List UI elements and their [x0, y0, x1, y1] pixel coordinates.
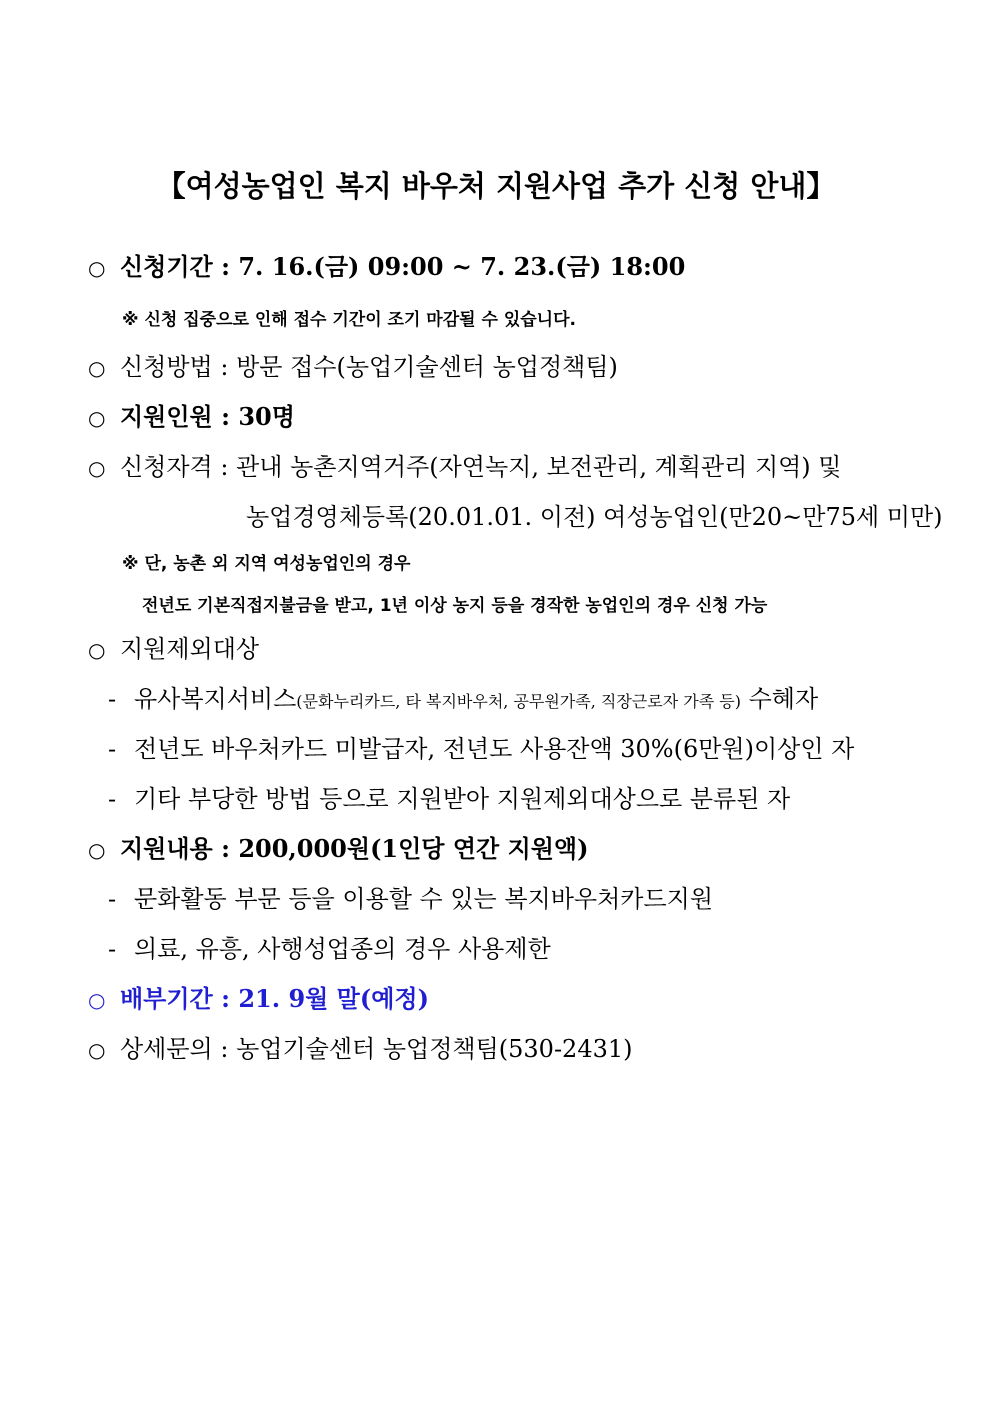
quota-label: 지원인원	[120, 402, 213, 431]
item-exclusion	[88, 634, 259, 665]
item-eligibility: ○ 신청자격 : 관내 농촌지역거주(자연녹지, 보전관리, 계획관리 지역) 및	[88, 453, 842, 481]
content-detail-2: - 의료, 유흥, 사행성업종의 경우 사용제한	[108, 935, 551, 963]
exclusion-detail-1: - 유사복지서비스(문화누리카드, 타 복지바우처, 공무원가족, 직장근로자 가족 등) 수혜자	[108, 685, 819, 713]
exclusion-detail-2: - 전년도 바우처카드 미발급자, 전년도 사용잔액 30%(6만원)이상인 자	[108, 735, 855, 763]
period-value: 7. 16.(금) 09:00 ~ 7. 23.(금) 18:00	[238, 252, 686, 281]
period-note: ※ 신청 집중으로 인해 접수 기간이 조기 마감될 수 있습니다.	[122, 310, 576, 330]
bullet-icon: ○	[88, 456, 106, 480]
quota-value: 30명	[238, 402, 295, 431]
bullet-icon: ○	[88, 638, 106, 662]
distribution-value: 21. 9월 말(예정)	[238, 984, 429, 1013]
method-label: 신청방법	[120, 353, 213, 381]
note-mark-icon: ※	[122, 554, 139, 574]
document-title: 【여성농업인 복지 바우처 지원사업 추가 신청 안내】	[156, 169, 836, 203]
bullet-icon: ○	[88, 406, 106, 430]
eligibility-value-line1: 관내 농촌지역거주(자연녹지, 보전관리, 계획관리 지역) 및	[236, 453, 842, 481]
bullet-icon: ○	[88, 356, 106, 380]
exclusion-label: 지원제외대상	[120, 635, 260, 663]
inquiry-value: 농업기술센터 농업정책팀(530-2431)	[236, 1035, 633, 1063]
item-inquiry: ○ 상세문의 : 농업기술센터 농업정책팀(530-2431)	[88, 1035, 633, 1063]
eligibility-value-line2: 농업경영체등록(20.01.01. 이전) 여성농업인(만20~만75세 미만)	[246, 503, 943, 531]
content-detail-1: - 문화활동 부문 등을 이용할 수 있는 복지바우처카드지원	[108, 885, 714, 913]
item-method: ○ 신청방법 : 방문 접수(농업기술센터 농업정책팀)	[88, 353, 618, 381]
eligibility-label: 신청자격	[120, 453, 213, 481]
bullet-icon: ○	[88, 1038, 106, 1062]
distribution-label: 배부기간	[120, 984, 213, 1013]
exclusion-detail-3: - 기타 부당한 방법 등으로 지원받아 지원제외대상으로 분류된 자	[108, 785, 791, 813]
content-label: 지원내용	[120, 834, 213, 863]
item-distribution: ○ 배부기간 : 21. 9월 말(예정)	[88, 984, 429, 1013]
bullet-icon: ○	[88, 256, 106, 280]
bullet-icon: ○	[88, 838, 106, 862]
item-period: ○ 신청기간 : 7. 16.(금) 09:00 ~ 7. 23.(금) 18:00	[88, 252, 686, 281]
item-content: ○ 지원내용 : 200,000원(1인당 연간 지원액)	[88, 834, 589, 863]
note-mark-icon: ※	[122, 310, 139, 330]
inquiry-label: 상세문의	[120, 1035, 213, 1063]
bullet-icon: ○	[88, 988, 106, 1012]
content-value: 200,000원(1인당 연간 지원액)	[238, 834, 589, 863]
eligibility-note-line2: 전년도 기본직접지불금을 받고, 1년 이상 농지 등을 경작한 농업인의 경우 신청 가능	[142, 596, 768, 616]
item-quota: ○ 지원인원 : 30명	[88, 402, 295, 431]
period-label: 신청기간	[120, 252, 213, 281]
method-value: 방문 접수(농업기술센터 농업정책팀)	[236, 353, 618, 381]
eligibility-note-line1: ※ 단, 농촌 외 지역 여성농업인의 경우	[122, 554, 411, 574]
